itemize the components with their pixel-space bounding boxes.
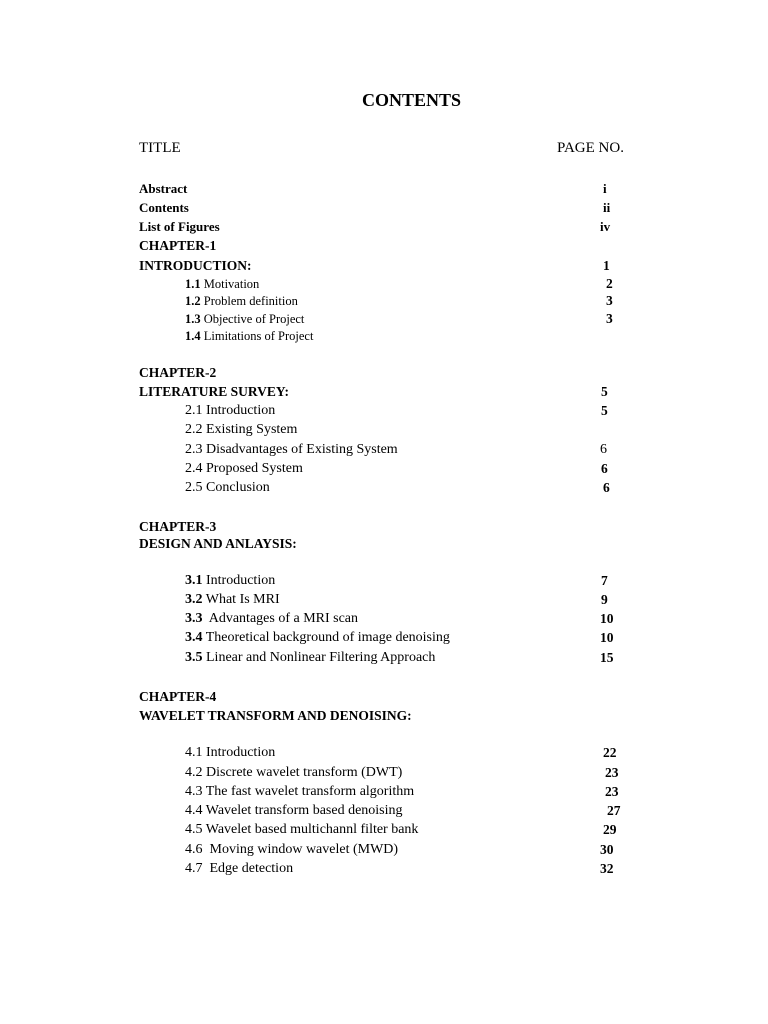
section-entry — [185, 630, 450, 646]
section-page: 22 — [603, 745, 617, 760]
section-label: Discrete wavelet transform (DWT) — [206, 765, 403, 780]
section-label: Proposed System — [206, 461, 303, 476]
section-entry — [185, 403, 275, 419]
section-number: 4.2 — [185, 765, 203, 780]
section-number: 3.2 — [185, 592, 203, 607]
section-label: Existing System — [206, 422, 298, 437]
section-entry — [185, 480, 270, 496]
toc-entry-label: Contents — [139, 200, 189, 215]
section-number: 3.1 — [185, 573, 203, 588]
section-page: 3 — [606, 293, 613, 308]
section-page: 15 — [600, 650, 614, 665]
chapter-title: LITERATURE SURVEY: — [139, 384, 289, 399]
section-entry — [185, 422, 297, 438]
section-number: 2.2 — [185, 422, 203, 437]
section-entry — [185, 745, 275, 761]
chapter-label: CHAPTER-1 — [139, 238, 217, 253]
section-number: 4.7 — [185, 861, 203, 876]
section-entry — [185, 573, 275, 589]
section-label: Introduction — [206, 573, 276, 588]
section-number: 4.3 — [185, 784, 203, 799]
section-number: 1.2 — [185, 294, 201, 308]
section-entry — [185, 822, 418, 838]
section-number: 3.5 — [185, 650, 203, 665]
section-page: 7 — [601, 573, 608, 588]
section-entry — [185, 329, 313, 344]
section-page: 9 — [601, 592, 608, 607]
section-label: Problem definition — [203, 294, 298, 308]
section-number: 3.4 — [185, 630, 203, 645]
toc-entry-label: Abstract — [139, 181, 188, 196]
section-label: Limitations of Project — [203, 329, 314, 343]
page-column-header: PAGE NO. — [557, 140, 624, 156]
section-entry — [185, 803, 403, 819]
section-label: Theoretical background of image denoising — [205, 630, 450, 645]
section-page: 29 — [603, 822, 617, 837]
section-entry — [185, 294, 298, 309]
section-label: Moving window wavelet (MWD) — [209, 842, 399, 857]
section-number: 4.5 — [185, 822, 203, 837]
section-number: 4.6 — [185, 842, 203, 857]
chapter-label: CHAPTER-4 — [139, 689, 217, 704]
section-page: 2 — [606, 276, 613, 291]
section-label: Conclusion — [206, 480, 270, 495]
toc-entry-page: ii — [603, 200, 611, 215]
section-label: Advantages of a MRI scan — [208, 611, 359, 626]
section-page: 6 — [603, 480, 610, 495]
section-entry — [185, 765, 402, 781]
section-entry — [185, 861, 293, 877]
toc-entry-page: i — [603, 181, 607, 196]
section-number: 4.1 — [185, 745, 203, 760]
section-label: Objective of Project — [203, 312, 305, 326]
section-page: 5 — [601, 403, 608, 418]
section-entry — [185, 277, 259, 292]
section-number: 4.4 — [185, 803, 203, 818]
section-entry — [185, 842, 398, 858]
section-label: Disadvantages of Existing System — [206, 442, 398, 457]
section-label: Introduction — [206, 403, 276, 418]
section-page: 10 — [600, 630, 614, 645]
section-label: Introduction — [206, 745, 276, 760]
chapter-label: CHAPTER-2 — [139, 365, 217, 380]
chapter-title: DESIGN AND ANLAYSIS: — [139, 536, 297, 551]
section-page: 10 — [600, 611, 614, 626]
section-entry — [185, 611, 358, 627]
section-page: 3 — [606, 311, 613, 326]
page-title: CONTENTS — [362, 90, 462, 110]
section-page: 30 — [600, 842, 614, 857]
section-number: 2.5 — [185, 480, 203, 495]
section-label: What Is MRI — [205, 592, 280, 607]
section-number: 3.3 — [185, 611, 203, 626]
section-number: 1.1 — [185, 277, 201, 291]
section-number: 1.4 — [185, 329, 201, 343]
section-page: 6 — [601, 461, 608, 476]
section-entry — [185, 650, 435, 666]
section-page: 6 — [600, 442, 607, 457]
section-label: Linear and Nonlinear Filtering Approach — [206, 650, 436, 665]
section-label: Motivation — [203, 277, 260, 291]
section-label: Wavelet transform based denoising — [205, 803, 403, 818]
section-label: Edge detection — [209, 861, 294, 876]
section-entry — [185, 312, 304, 327]
chapter-title: INTRODUCTION: — [139, 258, 252, 273]
section-number: 2.4 — [185, 461, 203, 476]
toc-entry-page: iv — [600, 219, 611, 234]
chapter-title: WAVELET TRANSFORM AND DENOISING: — [139, 708, 412, 723]
chapter-page: 1 — [603, 258, 610, 273]
section-page: 32 — [600, 861, 614, 876]
section-number: 2.3 — [185, 442, 203, 457]
section-label: The fast wavelet transform algorithm — [205, 784, 415, 799]
section-number: 1.3 — [185, 312, 201, 326]
section-entry — [185, 442, 398, 458]
section-page: 23 — [605, 784, 619, 799]
section-number: 2.1 — [185, 403, 203, 418]
section-page: 27 — [607, 803, 621, 818]
section-entry — [185, 784, 414, 800]
title-column-header: TITLE — [139, 140, 181, 156]
section-entry — [185, 461, 303, 477]
toc-entry-label: List of Figures — [139, 219, 220, 234]
chapter-page: 5 — [601, 384, 608, 399]
section-entry — [185, 592, 280, 608]
section-label: Wavelet based multichannl filter bank — [205, 822, 419, 837]
section-page: 23 — [605, 765, 619, 780]
chapter-label: CHAPTER-3 — [139, 519, 217, 534]
